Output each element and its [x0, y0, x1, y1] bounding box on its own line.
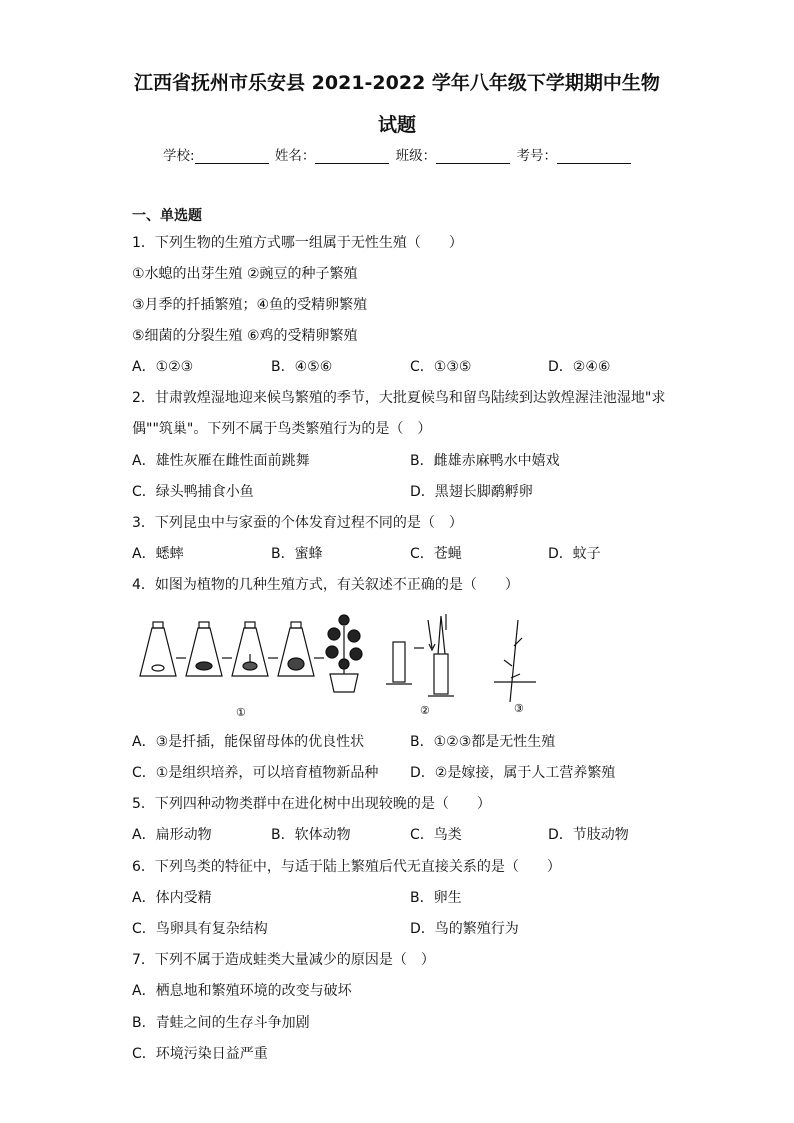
q2-option-a: A．雄性灰雁在雌性面前跳舞	[132, 453, 310, 469]
q6-option-b: B．卵生	[410, 890, 462, 906]
culture-flask-icon	[278, 622, 314, 676]
q2-option-d: D．黑翅长脚鹬孵卵	[410, 484, 533, 500]
q1-item: ⑤细菌的分裂生殖 ⑥鸡的受精卵繁殖	[132, 328, 358, 344]
q5-option-c: C．鸟类	[410, 827, 462, 843]
q3-option-d: D．蚊子	[548, 546, 601, 562]
q1-item: ①水螅的出芽生殖 ②豌豆的种子繁殖	[132, 266, 358, 282]
q1-item: ③月季的扦插繁殖；④鱼的受精卵繁殖	[132, 297, 368, 313]
q5-stem: 5．下列四种动物类群中在进化树中出现较晚的是（ ）	[132, 796, 491, 812]
culture-flask-icon	[232, 622, 268, 676]
q6-option-a: A．体内受精	[132, 890, 212, 906]
grafting-icon	[386, 614, 454, 696]
q2-stem-line2: 偶""筑巢"。下列不属于鸟类繁殖行为的是（ ）	[132, 421, 432, 437]
q7-option-b: B．青蛙之间的生存斗争加剧	[132, 1015, 310, 1031]
q5-option-b: B．软体动物	[271, 827, 351, 843]
q2-option-c: C．绿头鸭捕食小鱼	[132, 484, 254, 500]
name-blank	[315, 149, 389, 164]
q3-stem: 3．下列昆虫中与家蚕的个体发育过程不同的是（ ）	[132, 515, 463, 531]
name-label: 姓名：	[274, 148, 316, 164]
school-blank	[195, 149, 269, 164]
q4-stem: 4．如图为植物的几种生殖方式，有关叙述不正确的是（ ）	[132, 577, 519, 593]
q1-option-a: A．①②③	[132, 359, 194, 375]
q7-option-c: C．环境污染日益严重	[132, 1046, 268, 1062]
q2-stem-line1: 2．甘肃敦煌湿地迎来候鸟繁殖的季节，大批夏候鸟和留鸟陆续到达敦煌渥洼池湿地"求	[132, 390, 666, 406]
plant-reproduction-figure	[128, 606, 548, 721]
student-info-row	[163, 144, 633, 164]
q6-option-d: D．鸟的繁殖行为	[410, 921, 519, 937]
exam-no-label: 考号：	[516, 148, 557, 164]
section-heading: 一、单选题	[132, 208, 202, 224]
q6-stem: 6．下列鸟类的特征中，与适于陆上繁殖后代无直接关系的是（ ）	[132, 859, 561, 875]
class-label: 班级：	[395, 148, 437, 164]
q6-option-c: C．鸟卵具有复杂结构	[132, 921, 268, 937]
figure-label-1: ①	[236, 706, 246, 719]
culture-flask-icon	[186, 622, 222, 676]
figure-label-2: ②	[420, 704, 430, 717]
culture-flask-icon	[140, 622, 176, 676]
figure-label-3: ③	[514, 702, 524, 715]
q4-option-b: B．①②③都是无性生殖	[410, 734, 556, 750]
q7-stem: 7．下列不属于造成蛙类大量减少的原因是（ ）	[132, 952, 435, 968]
q7-option-a: A．栖息地和繁殖环境的改变与破坏	[132, 983, 352, 999]
q1-option-d: D．②④⑥	[548, 359, 611, 375]
exam-no-blank	[557, 149, 631, 164]
school-label: 学校:	[163, 148, 195, 164]
q4-option-c: C．①是组织培养，可以培育植物新品种	[132, 765, 379, 781]
q3-option-a: A．蟋蟀	[132, 546, 184, 562]
q3-option-c: C．苍蝇	[410, 546, 462, 562]
cutting-icon	[494, 620, 536, 702]
q1-stem: 1．下列生物的生殖方式哪一组属于无性生殖（ ）	[132, 235, 463, 251]
potted-plant-icon	[326, 615, 362, 692]
q4-option-d: D．②是嫁接，属于人工营养繁殖	[410, 765, 616, 781]
exam-title-line2: 试题	[377, 114, 416, 136]
q1-option-b: B．④⑤⑥	[271, 359, 333, 375]
q5-option-d: D．节肢动物	[548, 827, 629, 843]
exam-title-line1: 江西省抚州市乐安县 2021-2022 学年八年级下学期期中生物	[134, 72, 660, 94]
q1-option-c: C．①③⑤	[410, 359, 472, 375]
q3-option-b: B．蜜蜂	[271, 546, 323, 562]
class-blank	[436, 149, 510, 164]
q2-option-b: B．雌雄赤麻鸭水中嬉戏	[410, 453, 560, 469]
q4-option-a: A．③是扦插，能保留母体的优良性状	[132, 734, 365, 750]
q5-option-a: A．扁形动物	[132, 827, 212, 843]
